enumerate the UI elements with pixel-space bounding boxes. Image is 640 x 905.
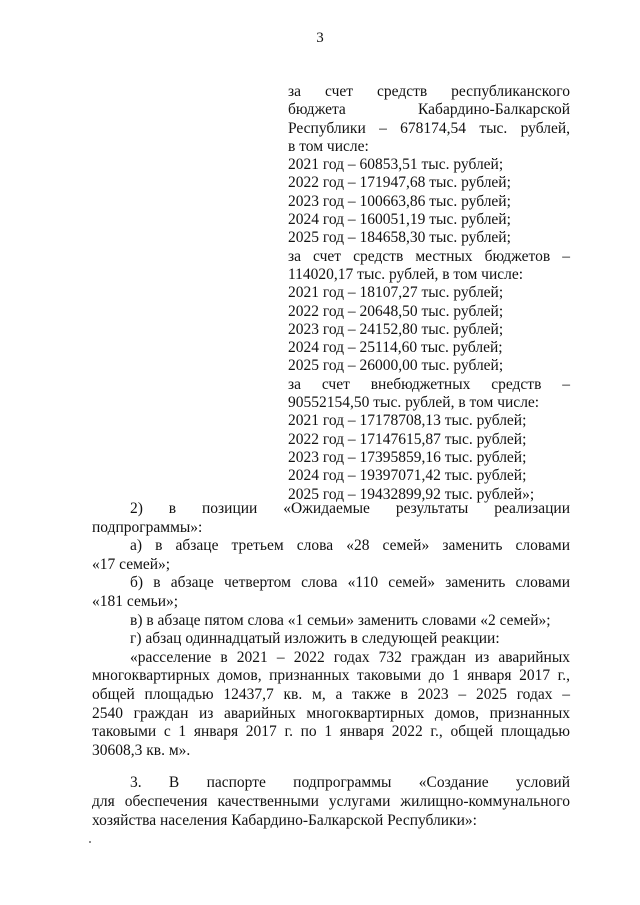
financing-line: 2025 год – 26000,00 тыс. рублей; bbox=[288, 357, 504, 375]
financing-line: 2023 год – 24152,80 тыс. рублей; bbox=[288, 320, 504, 338]
item-2a-line-1: а) в абзаце третьем слова «28 семей» заменить словами bbox=[130, 537, 570, 555]
financing-block bbox=[288, 83, 570, 504]
item-3-line-2: для обеспечения качественными услугами жилищно-коммунального bbox=[92, 792, 570, 810]
financing-line: бюджета Кабардино-Балкарской bbox=[288, 101, 570, 119]
financing-line: в том числе: bbox=[288, 137, 369, 155]
item-3-line-3: хозяйства населения Кабардино-Балкарской Республики»: bbox=[92, 811, 477, 829]
financing-line: 2022 год – 17147615,87 тыс. рублей; bbox=[288, 430, 527, 448]
item-2a-line-2: «17 семей»; bbox=[92, 555, 171, 573]
quote-line-2: многоквартирных домов, признанных таковыми до 1 января 2017 г., bbox=[92, 667, 570, 685]
quote-line-5: таковыми с 1 января 2017 г. по 1 января 2022 г., общей площадью bbox=[92, 723, 570, 741]
financing-line: 2025 год – 19432899,92 тыс. рублей»; bbox=[288, 485, 535, 503]
financing-line: 2022 год – 20648,50 тыс. рублей; bbox=[288, 302, 504, 320]
financing-line: 2025 год – 184658,30 тыс. рублей; bbox=[288, 229, 511, 247]
financing-line: 2022 год – 171947,68 тыс. рублей; bbox=[288, 174, 511, 192]
item-2-line-1: 2) в позиции «Ожидаемые результаты реализации bbox=[130, 500, 570, 517]
financing-line: 2021 год – 17178708,13 тыс. рублей; bbox=[288, 412, 527, 430]
financing-line: за счет средств республиканского bbox=[288, 83, 570, 100]
quote-line-3: общей площадью 12437,7 кв. м, а также в 2023 – 2025 годах – bbox=[92, 685, 570, 703]
scan-dot bbox=[89, 841, 91, 843]
amendments-body bbox=[92, 500, 570, 830]
financing-line: 2024 год – 19397071,42 тыс. рублей; bbox=[288, 467, 527, 485]
item-2g: г) абзац одиннадцатый изложить в следующей реакции: bbox=[130, 630, 500, 648]
quote-line-1: «расселение в 2021 – 2022 годах 732 граждан из аварийных bbox=[130, 648, 570, 666]
financing-line: 2023 год – 100663,86 тыс. рублей; bbox=[288, 192, 511, 210]
quote-line-6: 30608,3 кв. м». bbox=[92, 741, 191, 759]
quote-line-4: 2540 граждан из аварийных многоквартирных домов, признанных bbox=[92, 704, 570, 722]
financing-line: Республики – 678174,54 тыс. рублей, bbox=[288, 119, 570, 137]
page-number: 3 bbox=[316, 30, 324, 46]
financing-line: 2024 год – 160051,19 тыс. рублей; bbox=[288, 211, 511, 229]
item-2b-line-1: б) в абзаце четвертом слова «110 семей» заменить словами bbox=[130, 574, 570, 592]
item-3-line-1: 3. В паспорте подпрограммы «Создание условий bbox=[130, 774, 570, 792]
financing-line: 2023 год – 17395859,16 тыс. рублей; bbox=[288, 448, 527, 466]
financing-line: 114020,17 тыс. рублей, в том числе: bbox=[288, 265, 524, 283]
item-2v: в) в абзаце пятом слова «1 семьи» заменить словами «2 семей»; bbox=[130, 611, 551, 629]
financing-line: 2024 год – 25114,60 тыс. рублей; bbox=[288, 339, 503, 357]
financing-line: за счет средств местных бюджетов – bbox=[288, 247, 570, 265]
financing-line: 2021 год – 60853,51 тыс. рублей; bbox=[288, 156, 504, 174]
paragraph-gap bbox=[92, 760, 570, 774]
financing-line: за счет внебюджетных средств – bbox=[288, 375, 570, 393]
item-2-line-2: подпрограммы»: bbox=[92, 518, 203, 536]
financing-line: 90552154,50 тыс. рублей, в том числе: bbox=[288, 394, 540, 412]
item-2b-line-2: «181 семьи»; bbox=[92, 592, 179, 610]
financing-line: 2021 год – 18107,27 тыс. рублей; bbox=[288, 284, 504, 302]
